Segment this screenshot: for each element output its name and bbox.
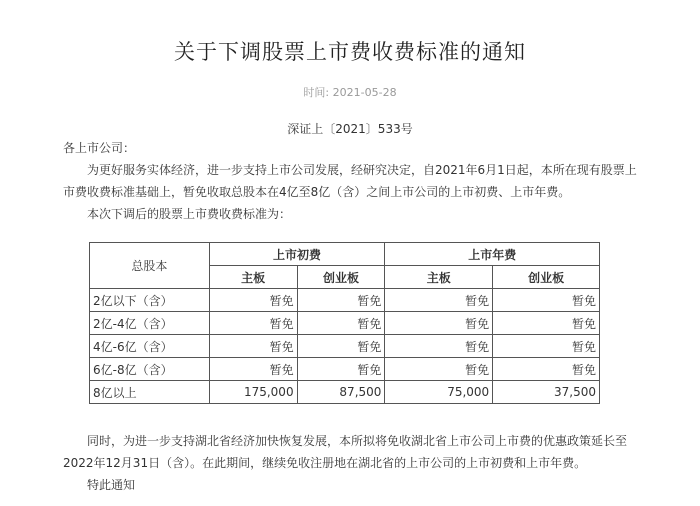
fee-cell: 暂免 [385, 358, 493, 381]
header-annual-fee: 上市年费 [385, 243, 600, 266]
row-label: 4亿-6亿（含） [90, 335, 210, 358]
fee-cell: 暂免 [209, 312, 297, 335]
table-header-row [90, 243, 600, 266]
fee-cell: 暂免 [385, 289, 493, 312]
table-row [90, 381, 600, 404]
fee-cell: 暂免 [493, 335, 600, 358]
fee-cell: 37,500 [493, 381, 600, 404]
fee-cell: 暂免 [493, 358, 600, 381]
row-label: 2亿以下（含） [90, 289, 210, 312]
table-row [90, 289, 600, 312]
fee-cell: 175,000 [209, 381, 297, 404]
time-label: 时间: [303, 86, 330, 99]
fee-cell: 暂免 [297, 335, 385, 358]
row-label: 6亿-8亿（含） [90, 358, 210, 381]
fee-cell: 暂免 [297, 289, 385, 312]
fee-cell: 暂免 [209, 335, 297, 358]
fee-cell: 暂免 [297, 312, 385, 335]
paragraph-1: 为更好服务实体经济，进一步支持上市公司发展，经研究决定，自2021年6月1日起，本所在现有股票上市费收费标准基础上，暂免收取总股本在4亿至8亿（含）之间上市公司的上市初费、上市年费。 [63, 163, 637, 199]
fee-cell: 暂免 [493, 289, 600, 312]
fee-cell: 暂免 [209, 358, 297, 381]
row-label: 8亿以上 [90, 381, 210, 404]
subheader-main-board: 主板 [385, 266, 493, 289]
subheader-main-board: 主板 [209, 266, 297, 289]
paragraph-3: 同时，为进一步支持湖北省经济加快恢复发展，本所拟将免收湖北省上市公司上市费的优惠政策延长至2022年12月31日（含）。在此期间，继续免收注册地在湖北省的上市公司的上市初费和上市年费。 [63, 434, 628, 470]
fee-cell: 暂免 [209, 289, 297, 312]
publish-time [0, 84, 700, 100]
fee-cell: 暂免 [297, 358, 385, 381]
fee-cell: 75,000 [385, 381, 493, 404]
fee-cell: 87,500 [297, 381, 385, 404]
row-label: 2亿-4亿（含） [90, 312, 210, 335]
subheader-gem-board: 创业板 [297, 266, 385, 289]
notice-title: 关于下调股票上市费收费标准的通知 [174, 40, 526, 64]
paragraph-2: 本次下调后的股票上市费收费标准为： [87, 207, 292, 221]
table-row [90, 358, 600, 381]
header-initial-fee: 上市初费 [209, 243, 385, 266]
header-total-shares: 总股本 [90, 243, 210, 289]
document-number: 深证上〔2021〕533号 [287, 122, 413, 136]
time-value: 2021-05-28 [332, 86, 397, 99]
table-row [90, 312, 600, 335]
table-row [90, 335, 600, 358]
salutation: 各上市公司： [63, 141, 136, 155]
closing: 特此通知 [87, 478, 136, 492]
fee-cell: 暂免 [385, 312, 493, 335]
subheader-gem-board: 创业板 [493, 266, 600, 289]
fee-cell: 暂免 [493, 312, 600, 335]
fee-cell: 暂免 [385, 335, 493, 358]
fee-table [89, 242, 600, 404]
